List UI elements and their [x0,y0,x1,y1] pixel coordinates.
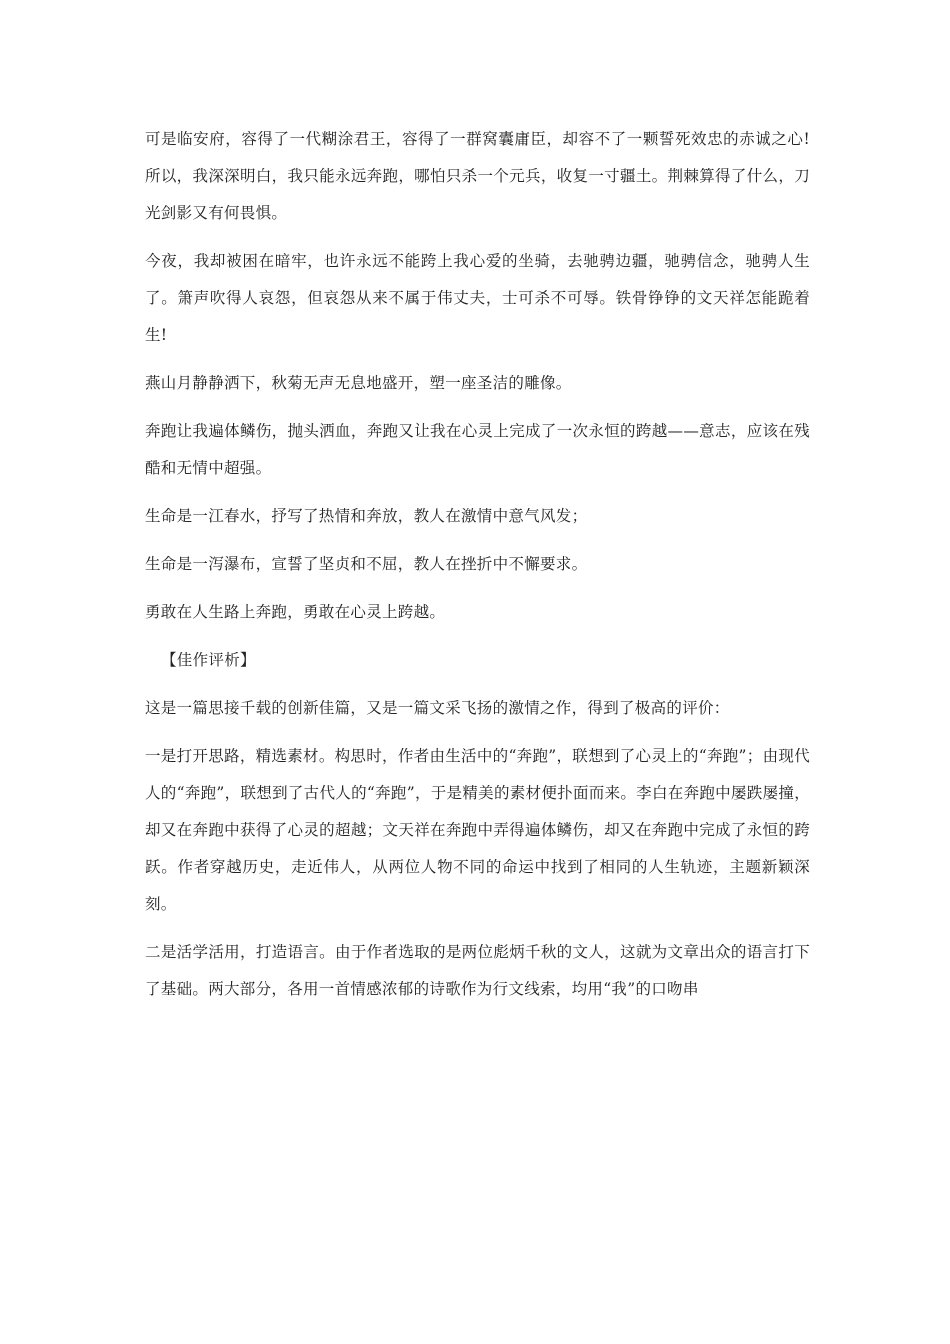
paragraph-6: 生命是一泻瀑布，宣誓了坚贞和不屈，教人在挫折中不懈要求。 [145,555,588,573]
document-body [145,121,810,1019]
paragraph-9: 一是打开思路，精选素材。构思时，作者由生活中的“奔跑”，联想到了心灵上的“奔跑”；由现代人的“奔跑”，联想到了古代人的“奔跑”，于是精美的素材便扑面而来。李白在奔跑中屡跌屡撞，却又在奔跑中获得了心灵的超越；文天祥在奔跑中弄得遍体鳞伤，却又在奔跑中完成了永恒的跨跃。作者穿越历史，走近伟人，从两位人物不同的命运中找到了相同的人生轨迹，主题新颖深刻。 [145,747,810,913]
paragraph-3: 燕山月静静洒下，秋菊无声无息地盛开，塑一座圣洁的雕像。 [145,374,572,392]
paragraph-2: 今夜，我却被困在暗牢，也许永远不能跨上我心爱的坐骑，去驰骋边疆，驰骋信念，驰骋人生了。箫声吹得人哀怨，但哀怨从来不属于伟丈夫，士可杀不可辱。铁骨铮铮的文天祥怎能跪着生! [145,252,810,344]
paragraph-8: 这是一篇思接千载的创新佳篇，又是一篇文采飞扬的激情之作，得到了极高的评价： [145,699,730,717]
paragraph-4: 奔跑让我遍体鳞伤，抛头洒血，奔跑又让我在心灵上完成了一次永恒的跨越——意志，应该在残酷和无情中超强。 [145,422,810,477]
section-heading: 【佳作评析】 [161,651,256,669]
paragraph-7: 勇敢在人生路上奔跑，勇敢在心灵上跨越。 [145,603,446,621]
paragraph-1: 可是临安府，容得了一代糊涂君王，容得了一群窝囊庸臣，却容不了一颗誓死效忠的赤诚之心!所以，我深深明白，我只能永远奔跑，哪怕只杀一个元兵，收复一寸疆土。荆棘算得了什么，刀光剑影又有何畏惧。 [145,130,810,222]
paragraph-10: 二是活学活用，打造语言。由于作者选取的是两位彪炳千秋的文人，这就为文章出众的语言打下了基础。两大部分，各用一首情感浓郁的诗歌作为行文线索，均用“我”的口吻串 [145,943,810,998]
paragraph-5: 生命是一江春水，抒写了热情和奔放，教人在激情中意气风发； [145,507,588,525]
